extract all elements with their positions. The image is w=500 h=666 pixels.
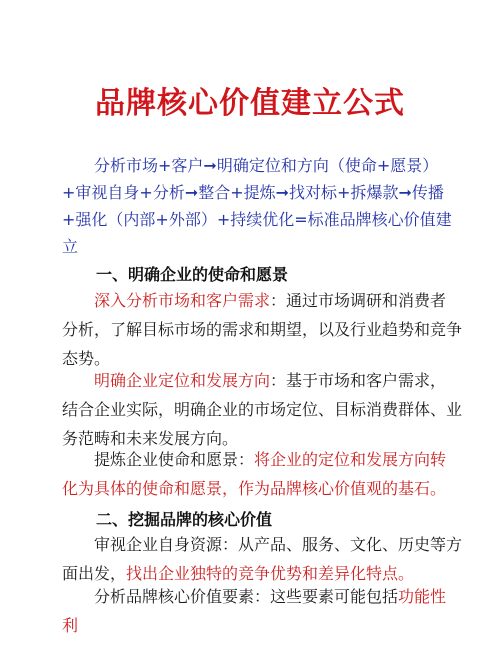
section-1-paragraph-1: [62, 286, 462, 373]
page-title: 品牌核心价值建立公式: [95, 86, 405, 121]
section-1-heading: 一、明确企业的使命和愿景: [96, 265, 289, 284]
body-text: 审视企业自身资源：从产品、服务、文化、历史等方面出发，: [62, 535, 463, 583]
body-text: 分析品牌核心价值要素：这些要素可能包括: [94, 587, 399, 606]
brand-value-formula: 分析市场+客户➞明确定位和方向（使命+愿景）+审视自身+分析➞整合+提炼➞找对标+拆爆款➞传播+强化（内部+外部）+持续优化=标准品牌核心价值建立: [62, 156, 452, 256]
section-1-paragraph-3: [62, 445, 462, 503]
body-text: ：基于市场和客户需求，结合企业实际，明确企业的市场定位、目标消费群体、业务范畴和未来发展方向。: [62, 371, 463, 448]
body-text: 提炼企业使命和愿景：: [94, 450, 255, 469]
highlight-text: 将企业的定位和发展方向转化为具体的使命和愿景，作为品牌核心价值观的基石。: [62, 450, 447, 498]
section-2-heading: 二、挖掘品牌的核心价值: [96, 510, 273, 529]
section-2-paragraph-2: [62, 582, 462, 640]
body-text: ：通过市场调研和消费者分析，了解目标市场的需求和期望，以及行业趋势和竞争态势。: [62, 291, 463, 368]
highlight-text: 深入分析市场和客户需求: [94, 291, 271, 310]
highlight-text: 找出企业独特的竞争优势和差异化特点。: [126, 564, 415, 583]
highlight-text: 功能性利: [62, 587, 447, 635]
highlight-text: 明确企业定位和发展方向: [94, 371, 271, 390]
section-1-paragraph-2: [62, 366, 462, 453]
section-2-paragraph-1: [62, 530, 462, 588]
